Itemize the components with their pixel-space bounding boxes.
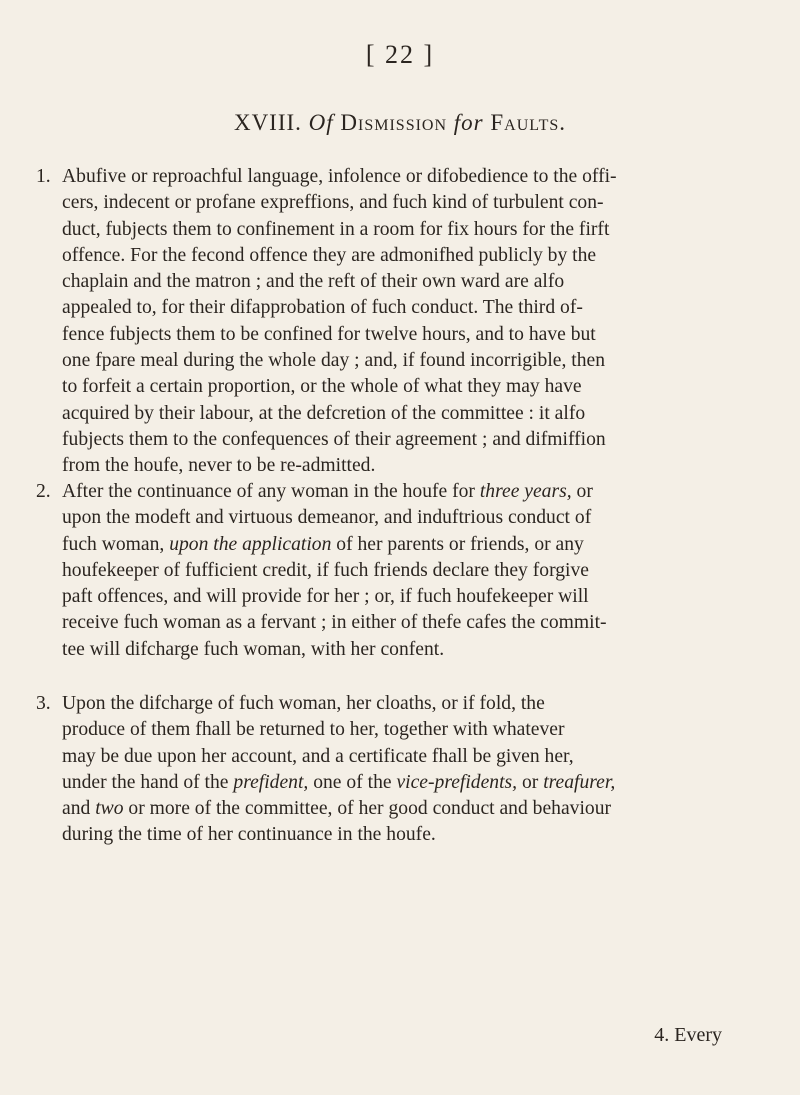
text-line: produce of them fhall be returned to her, together with whatever <box>62 719 565 741</box>
text-line: chaplain and the matron ; and the reft of their own ward are alfo <box>62 271 565 293</box>
text-run: Upon the difcharge of fuch woman, her cloaths, or if fold, the <box>62 693 545 714</box>
text-line: upon the modeft and virtuous demeanor, and induftrious conduct of <box>62 507 592 529</box>
text-line: cers, indecent or profane expreffions, and fuch kind of turbulent con- <box>62 192 604 214</box>
catchword: 4. Every <box>654 1024 722 1046</box>
italic-run: two <box>95 798 124 820</box>
section-for: for <box>453 110 484 135</box>
text-line: fubjects them to the confequences of their agreement ; and difmiffion <box>62 428 606 450</box>
text-line <box>36 770 742 796</box>
text-line: to forfeit a certain proportion, or the whole of what they may have <box>62 376 582 398</box>
page-number: [ 22 ] <box>365 40 435 69</box>
text-run: After the continuance of any woman in the houfe for <box>62 481 480 502</box>
text-line <box>36 796 742 822</box>
text-line: duct, fubjects them to confinement in a room for fix hours for the firft <box>62 218 610 240</box>
section-title <box>0 110 800 136</box>
text-line: one fpare meal during the whole day ; and, if found incorrigible, then <box>62 350 606 372</box>
italic-run: vice-prefidents, <box>396 771 518 793</box>
section-dismission: Dismission <box>340 110 448 135</box>
text-line: during the time of her continuance in the houfe. <box>62 824 436 846</box>
text-line: paft offences, and will provide for her ; or, if fuch houfekeeper will <box>62 586 589 608</box>
text-run: of her parents or friends, or any <box>331 533 584 555</box>
text-run: or <box>517 771 544 793</box>
text-line: tee will difcharge fuch woman, with her confent. <box>62 638 445 660</box>
text-run: one of the <box>308 771 397 793</box>
text-line: appealed to, for their difapprobation of fuch conduct. The third of- <box>62 297 583 319</box>
italic-run: three years, <box>479 481 572 502</box>
paragraph-number: 2. <box>36 481 51 502</box>
paragraph-2 <box>36 479 742 663</box>
text-run: or more of the committee, of her good conduct and behaviour <box>123 798 612 820</box>
paragraph-3 <box>36 691 742 849</box>
text-run: fuch woman, <box>62 533 170 555</box>
text-run: under the hand of the <box>62 771 234 793</box>
text-line: may be due upon her account, and a certificate fhall be given her, <box>62 745 574 767</box>
text-line: acquired by their labour, at the defcretion of the committee : it alfo <box>62 402 586 424</box>
text-line: Abufive or reproachful language, infolence or difobedience to the offi- <box>62 166 617 187</box>
text-run: and <box>62 798 96 820</box>
text-line: receive fuch woman as a fervant ; in either of thefe cafes the commit- <box>62 612 607 634</box>
text-line: from the houfe, never to be re-admitted. <box>62 455 376 477</box>
text-run: or <box>571 481 593 502</box>
italic-run: upon the application <box>169 533 332 555</box>
text-line <box>36 532 742 558</box>
italic-run: prefident, <box>233 771 309 793</box>
paragraph-number: 3. <box>36 693 51 714</box>
text-line: houfekeeper of fufficient credit, if fuch friends declare they forgive <box>62 559 589 581</box>
section-numeral: XVIII. <box>233 110 302 135</box>
text-line: fence fubjects them to be confined for twelve hours, and to have but <box>62 323 596 345</box>
paragraph-1 <box>36 164 742 480</box>
section-faults: Faults. <box>490 110 567 135</box>
text-line: offence. For the fecond offence they are admonifhed publicly by the <box>62 244 597 266</box>
section-of: Of <box>308 110 334 135</box>
paragraph-number: 1. <box>36 166 51 187</box>
italic-run: treafurer, <box>543 771 616 793</box>
